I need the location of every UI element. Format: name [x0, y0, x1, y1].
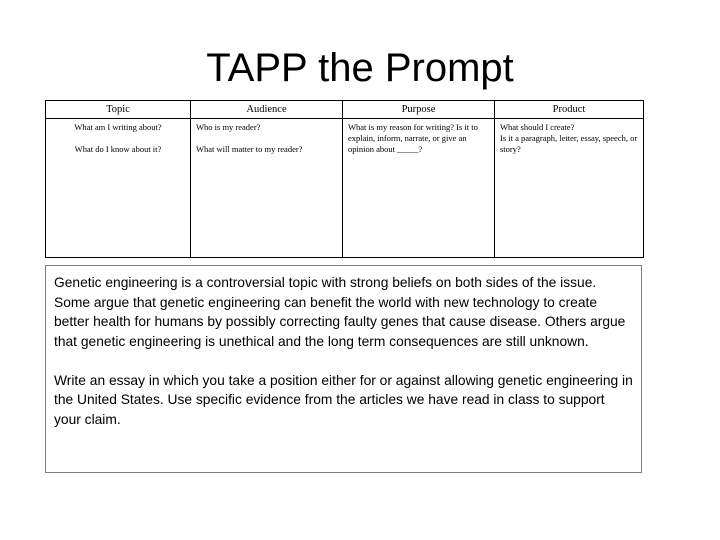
prompt-box — [45, 265, 642, 473]
tapp-table — [45, 100, 644, 258]
slide-title: TAPP the Prompt — [206, 46, 514, 90]
audience-question-2: What will matter to my reader? — [196, 144, 303, 154]
purpose-cell — [343, 119, 495, 258]
purpose-question: What is my reason for writing? Is it to explain, inform, narrate, or give an opinion about _____? — [348, 122, 478, 154]
product-question-1: What should I create? — [500, 122, 575, 132]
audience-question-1: Who is my reader? — [196, 122, 261, 132]
topic-cell — [46, 119, 191, 258]
product-question-2: Is it a paragraph, letter, essay, speech, or story? — [500, 133, 638, 154]
topic-question-1: What am I writing about? — [74, 122, 162, 132]
prompt-paragraph-1: Genetic engineering is a controversial topic with strong beliefs on both sides of the issue. Some argue that genetic engineering can benefit the world with new technology to create better health for humans by possibly correcting faulty genes that cause disease. Others argue that genetic engineering is unethical and the long term consequences are still unknown. — [54, 275, 626, 349]
topic-question-2: What do I know about it? — [74, 144, 162, 154]
header-audience: Audience — [191, 101, 343, 119]
header-purpose: Purpose — [343, 101, 495, 119]
prompt-paragraph-2: Write an essay in which you take a position either for or against allowing genetic engineering in the United States. Use specific evidence from the articles we have read in class to support your claim. — [54, 372, 633, 427]
table-row — [46, 119, 644, 258]
header-product: Product — [495, 101, 644, 119]
product-cell — [495, 119, 644, 258]
audience-cell — [191, 119, 343, 258]
header-topic: Topic — [46, 101, 191, 119]
table-header-row — [46, 101, 644, 119]
